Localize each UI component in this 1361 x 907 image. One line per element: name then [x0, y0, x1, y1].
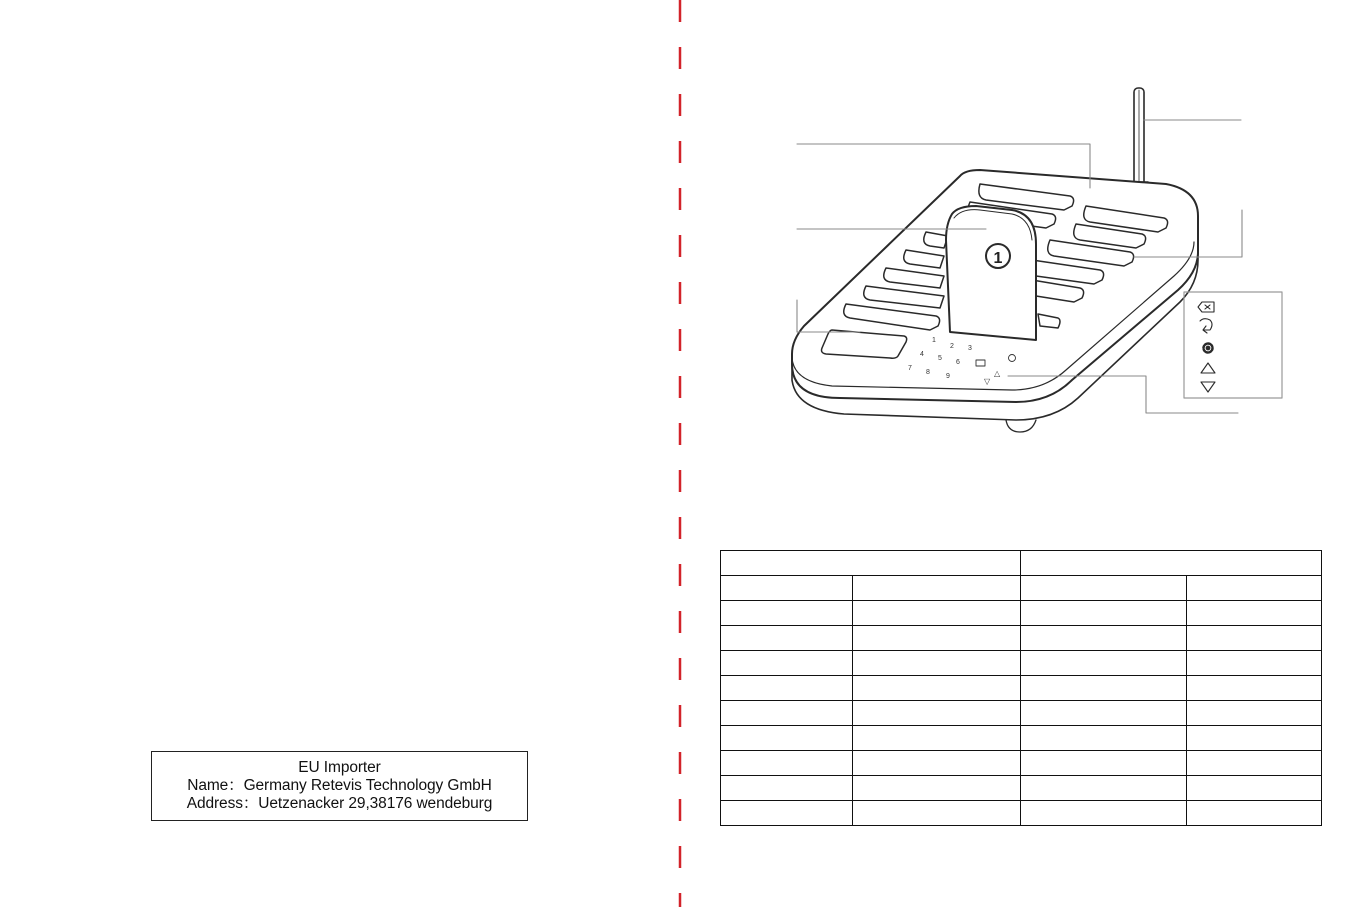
keypad-key: 5: [938, 355, 942, 362]
eu-importer-box: [151, 751, 528, 821]
table-cell: [1021, 626, 1187, 651]
table-cell: [1021, 576, 1187, 601]
table-cell: [1021, 601, 1187, 626]
keypad-key: 4: [920, 351, 924, 358]
keypad-key: 1: [932, 337, 936, 344]
table-cell: [853, 676, 1021, 701]
table-cell: [853, 601, 1021, 626]
settings-icon: [1204, 344, 1213, 353]
keypad-key: 9: [946, 373, 950, 380]
table-cell: [1021, 726, 1187, 751]
table-row: [721, 751, 1322, 776]
table-cell: [1021, 776, 1187, 801]
table-row: [721, 701, 1322, 726]
keypad-key: 7: [908, 365, 912, 372]
table-cell: [1021, 676, 1187, 701]
table-cell: [721, 726, 853, 751]
pager-number-label: 1: [993, 250, 1003, 267]
table-header-cell: [1021, 551, 1322, 576]
fold-line: [678, 0, 682, 907]
table-cell: [853, 626, 1021, 651]
table-cell: [853, 726, 1021, 751]
table-cell: [1187, 776, 1322, 801]
keypad-key: 6: [956, 359, 960, 366]
table-cell: [1021, 751, 1187, 776]
table-cell: [1021, 801, 1187, 826]
table-cell: [1187, 576, 1322, 601]
table-cell: [1187, 726, 1322, 751]
table-cell: [721, 626, 853, 651]
table-row: [721, 676, 1322, 701]
table-cell: [721, 576, 853, 601]
spec-table: [720, 550, 1322, 826]
table-cell: [853, 776, 1021, 801]
pager-device: [946, 206, 1036, 340]
table-header-cell: [721, 551, 1021, 576]
table-cell: [853, 651, 1021, 676]
table-cell: [721, 601, 853, 626]
table-cell: [721, 676, 853, 701]
table-cell: [721, 701, 853, 726]
table-row: [721, 801, 1322, 826]
eu-importer-name: Name：Germany Retevis Technology GmbH: [187, 777, 492, 794]
table-row: [721, 626, 1322, 651]
table-cell: [1187, 651, 1322, 676]
keypad-key: 2: [950, 343, 954, 350]
table-row: [721, 651, 1322, 676]
table-cell: [721, 776, 853, 801]
table-cell: [853, 801, 1021, 826]
table-header-row: [721, 551, 1322, 576]
table-cell: [1187, 801, 1322, 826]
table-cell: [853, 751, 1021, 776]
backspace-icon: [1198, 302, 1214, 312]
table-cell: [1187, 751, 1322, 776]
table-cell: [1187, 701, 1322, 726]
table-cell: [853, 576, 1021, 601]
table-cell: [1021, 701, 1187, 726]
table-row: [721, 726, 1322, 751]
keypad-key: 8: [926, 369, 930, 376]
table-cell: [1021, 651, 1187, 676]
up-arrow-icon: [1201, 363, 1215, 373]
redial-icon: [1200, 319, 1212, 333]
table-cell: [721, 751, 853, 776]
keypad-key: 3: [968, 345, 972, 352]
eu-importer-address: Address：Uetzenacker 29,38176 wendeburg: [186, 795, 493, 812]
table-cell: [1187, 601, 1322, 626]
up-key-icon: △: [994, 369, 1001, 378]
table-cell: [1187, 626, 1322, 651]
eu-importer-heading: EU Importer: [298, 759, 381, 776]
table-row: [721, 576, 1322, 601]
table-cell: [721, 801, 853, 826]
key-legend-box: [1184, 292, 1282, 398]
pager-charging-base-illustration: [780, 80, 1290, 440]
down-key-icon: ▽: [984, 377, 991, 386]
table-cell: [721, 651, 853, 676]
down-arrow-icon: [1201, 382, 1215, 392]
table-row: [721, 776, 1322, 801]
table-cell: [1187, 676, 1322, 701]
table-row: [721, 601, 1322, 626]
table-cell: [853, 701, 1021, 726]
